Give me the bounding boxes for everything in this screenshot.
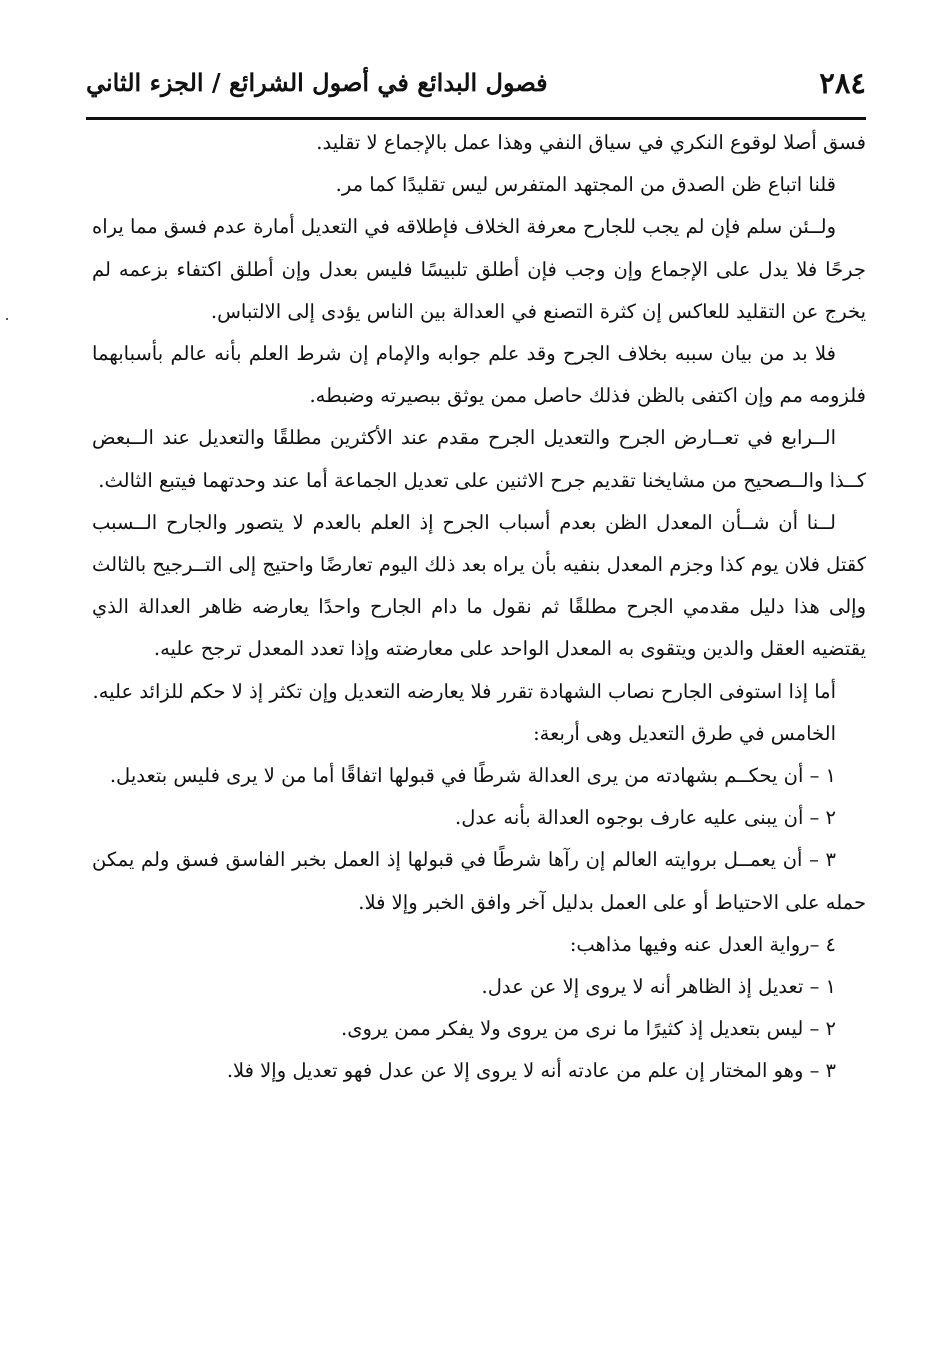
section-heading: الخامس في طرق التعديل وهى أربعة: [533,721,836,745]
sub-list-item: ٢ – ليس بتعديل إذ كثيرًا ما نرى من يروى ولا يفكر ممن يروى. [341,1017,836,1041]
running-title: فصول البدائع في أصول الشرائع / الجزء الثاني [86,68,548,97]
body-text [92,122,866,1093]
list-item: ١ – أن يحكــم بشهادته من يرى العدالة شرطًا في قبولها اتفاقًا أما من لا يرى فليس بتعديل. [109,764,836,788]
paragraph: لــنا أن شــأن المعدل الظن بعدم أسباب الجرح إذ العلم بالعدم لا يتصور والجارح الــسبب كقتل فلان يوم كذا وجزم المعدل بنفيه بأن يراه بعد ذلك اليوم تعارضًا واحتيج إلى التــرجيح بالثالث وإلى هذا دليل مقدمي الجرح مطلقًا ثم نقول ما دام الجارح واحدًا يعارضه ظاهر العدالة الذي يقتضيه العقل والدين ويتقوى به المعدل الواحد على معارضته وإذا تعدد المعدل ترجح عليه. [92,510,866,661]
list-item: ٣ – أن يعمــل بروايته العالم إن رآها شرطًا في قبولها إذ العمل بخبر الفاسق فسق ولم يمكن حمله على الاحتياط أو على العمل بدليل آخر وافق الخبر وإلا فلا. [92,848,866,914]
list-item: ٤ –رواية العدل عنه وفيها مذاهب: [569,932,836,956]
page-header [86,62,866,112]
list-item: ٢ – أن يبنى عليه عارف بوجوه العدالة بأنه عدل. [455,806,836,830]
paragraph: قلنا اتباع ظن الصدق من المجتهد المتفرس ليس تقليدًا كما مر. [335,173,836,197]
paragraph: الــرابع في تعــارض الجرح والتعديل الجرح مقدم عند الأكثرين مطلقًا والتعديل عند الــبعض كــذا والــصحيح من مشايخنا تقديم جرح الاثنين على تعديل الجماعة أما عند وحدتهما فيتبع الثالث. [92,426,866,492]
sub-list-item: ٣ – وهو المختار إن علم من عادته أنه لا يروى إلا عن عدل فهو تعديل وإلا فلا. [226,1059,836,1083]
page-number: ٢٨٤ [819,66,866,100]
paragraph: فلا بد من بيان سببه بخلاف الجرح وقد علم جوابه والإمام إن شرط العلم بأنه عالم بأسبابهما فلزومه مم وإن اكتفى بالظن فذلك حاصل ممن يوثق ببصيرته وضبطه. [92,342,866,408]
paragraph: ولــئن سلم فإن لم يجب للجارح معرفة الخلاف فإطلاقه في التعديل أمارة عدم فسق مما يراه جرحًا فلا يدل على الإجماع وإن وجب فإن أطلق تلبيسًا فليس بعدل وإن أطلق اكتفاء بزعمه لم يخرج عن التقليد للعاكس إن كثرة التصنع في العدالة بين الناس يؤدى إلى الالتباس. [92,215,866,323]
header-rule [86,117,866,120]
scan-speck [6,318,8,320]
sub-list-item: ١ – تعديل إذ الظاهر أنه لا يروى إلا عن عدل. [481,975,836,999]
paragraph: أما إذا استوفى الجارح نصاب الشهادة تقرر فلا يعارضه التعديل وإن تكثر إذ لا حكم للزائد عليه. [92,679,836,703]
paragraph: فسق أصلا لوقوع النكري في سياق النفي وهذا عمل بالإجماع لا تقليد. [316,131,866,154]
